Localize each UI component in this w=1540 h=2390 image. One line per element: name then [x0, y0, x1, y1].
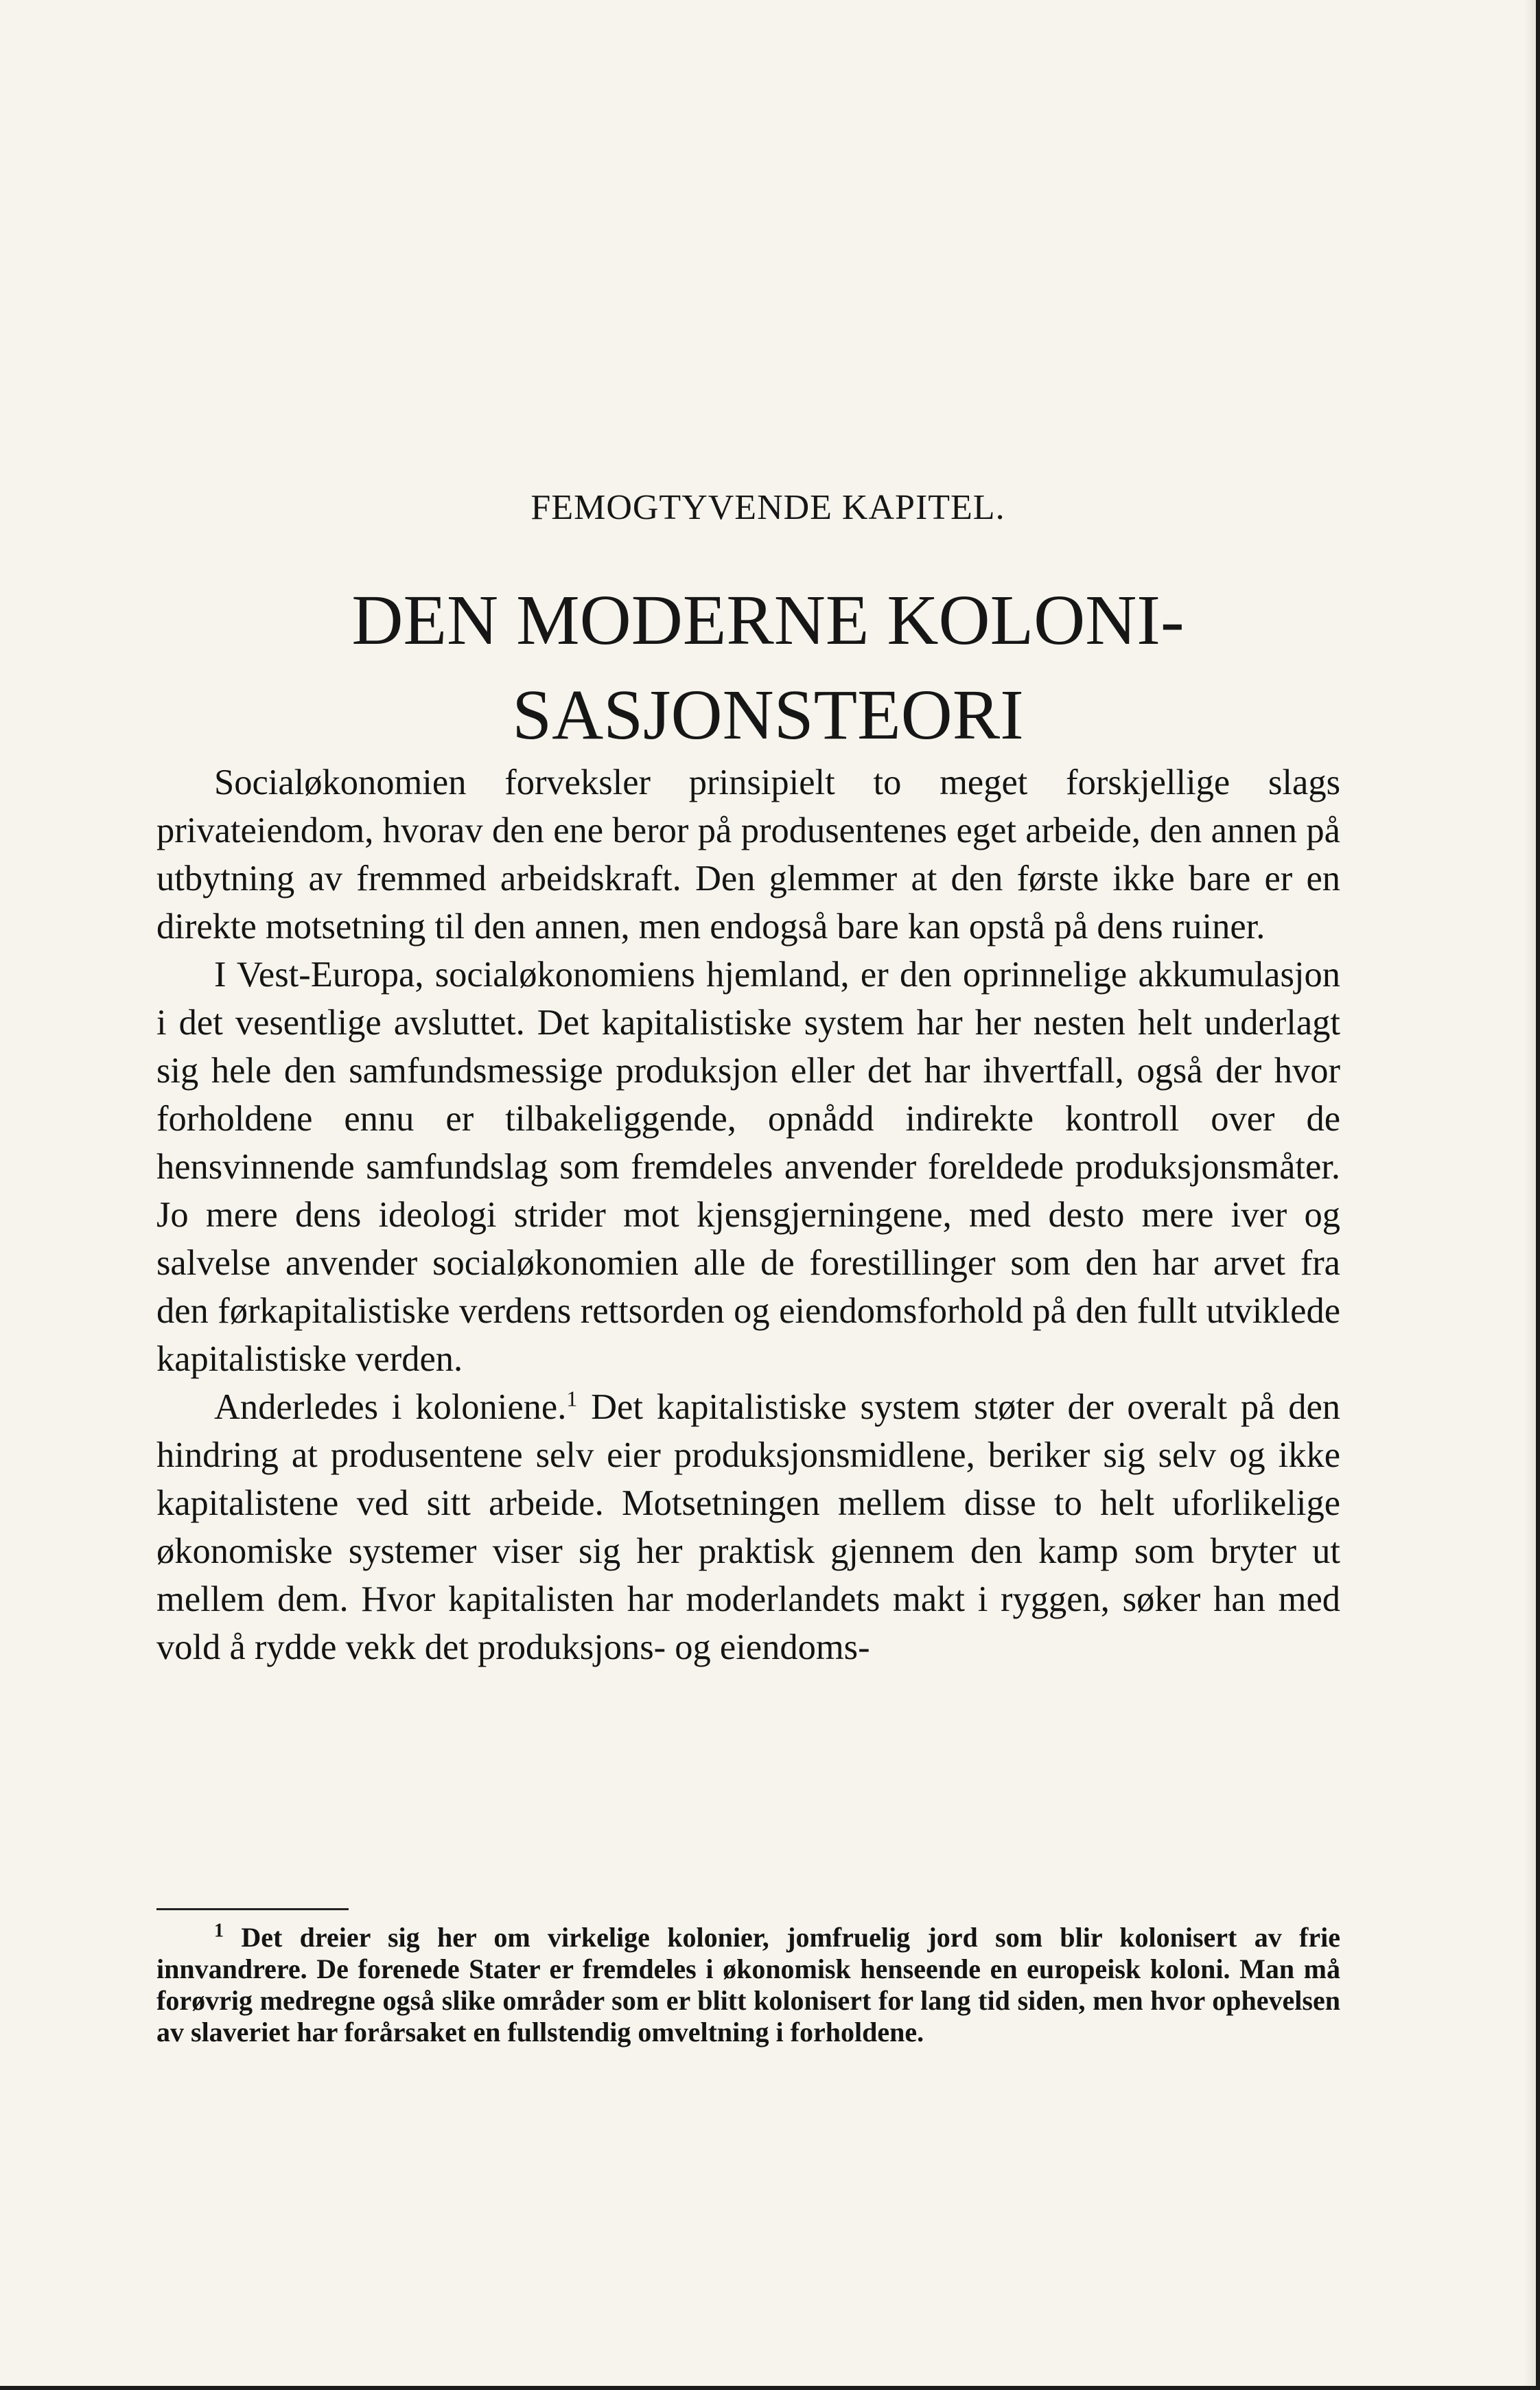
- footnote-marker: 1: [214, 1920, 224, 1942]
- chapter-title-line-2: SASJONSTEORI: [512, 675, 1024, 754]
- body-text: [156, 758, 1340, 1671]
- paragraph-3: [156, 1383, 1340, 1671]
- footnote-divider: [156, 1908, 349, 1910]
- paragraph-3-lead: Anderledes i koloniene.: [214, 1387, 567, 1427]
- paragraph-1: Socialøkonomien forveksler prinsipielt to meget forskjellige slags privateiendom, hvorav den ene beror på produsentenes eget arbeide, den annen på utbytning av fremmed arbeidskraft. Den glemmer at den første ikke bare er en direkte motsetning til den annen, men endogså bare kan opstå på dens ruiner.: [156, 763, 1340, 947]
- paragraph-2: I Vest-Europa, socialøkonomiens hjemland, er den oprinnelige akkumulasjon i det vesentlige avsluttet. Det kapitalistiske system har her nesten helt underlagt sig hele den samfundsmessige produksjon eller det har ihvertfall, også der hvor forholdene ennu er tilbakeliggende, opnådd indirekte kontroll over de hensvinnende samfundslag som fremdeles anvender foreldede produksjonsmåter. Jo mere dens ideologi strider mot kjensgjerningene, med desto mere iver og salvelse anvender socialøkonomien alle de forestillinger som den har arvet fra den førkapitalistiske verdens rettsorden og eiendomsforhold på den fullt utviklede kapitalistiske verden.: [156, 955, 1340, 1379]
- paragraph-3-body: Det kapitalistiske system støter der overalt på den hindring at produsentene selv eier produksjonsmidlene, beriker sig selv og ikke kapitalistene ved sitt arbeide. Motsetningen mellem disse to helt uforlikelige økonomiske systemer viser sig her praktisk gjennem den kamp som bryter ut mellem dem. Hvor kapitalisten har moderlandets makt i ryggen, søker han med vold å rydde vekk det produksjons- og eiendoms-: [156, 1387, 1340, 1667]
- page-edge-shadow: [1524, 0, 1536, 2386]
- footnote: [156, 1922, 1340, 2048]
- footnote-text: Det dreier sig her om virkelige kolonier, jomfruelig jord som blir kolonisert av frie innvandrere. De forenede Stater er fremdeles i økonomisk henseende en europeisk koloni. Man må forøvrig medregne også slike områder som er blitt kolonisert for lang tid siden, men hvor ophevelsen av slaveriet har forårsaket en fullstendig omveltning i forholdene.: [156, 1922, 1340, 2047]
- chapter-title: [0, 573, 1536, 763]
- chapter-label: FEMOGTYVENDE KAPITEL.: [530, 488, 1005, 527]
- footnote-reference: 1: [566, 1386, 578, 1411]
- chapter-title-line-1: DEN MODERNE KOLONI-: [351, 581, 1185, 660]
